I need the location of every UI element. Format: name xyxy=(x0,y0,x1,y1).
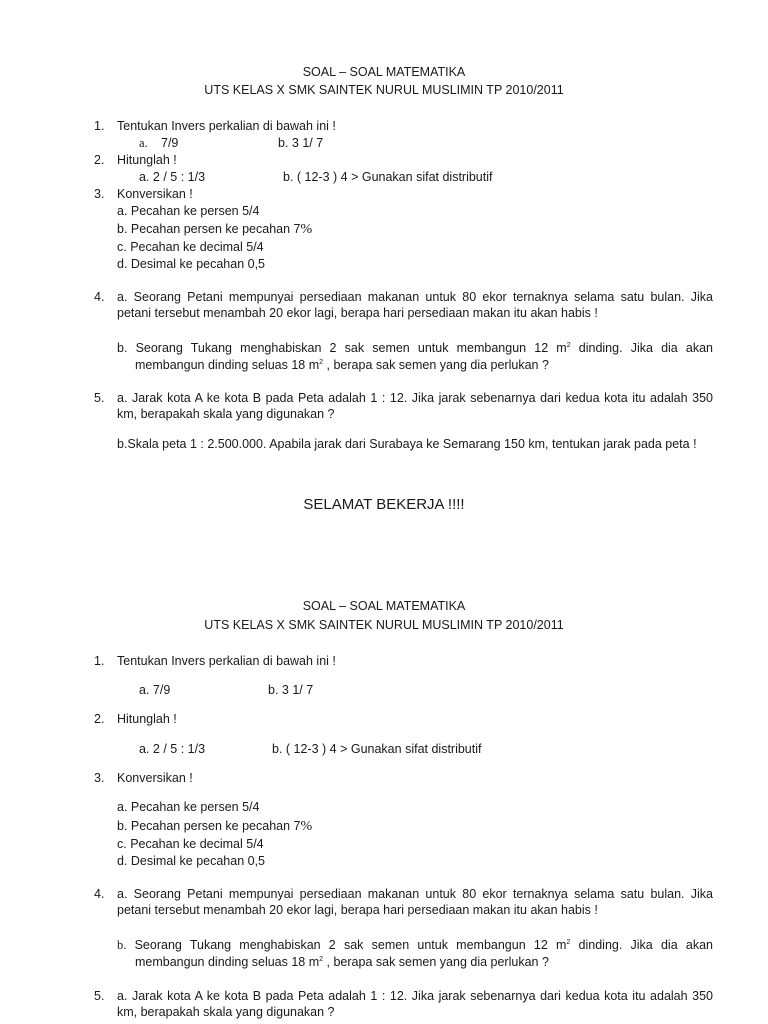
sheet1-q4-number: 4. xyxy=(94,290,105,304)
sheet1-q4-b-pre: b. Seorang Tukang menghabiskan 2 sak semen untuk membangun 12 m xyxy=(117,341,567,355)
sheet2-q3-b-text: b. Pecahan persen ke pecahan 7 xyxy=(117,819,301,833)
sheet1-q1-a-value: 7/9 xyxy=(161,136,179,150)
sheet2-q4-b-sup: 2 xyxy=(566,938,571,946)
sheet2-q4-b-line2-pre: membangun dinding seluas 18 m xyxy=(135,955,320,969)
sheet2-q4-b-mid: dinding. Jika dia akan xyxy=(570,938,713,952)
sheet1-q4-b-line2-pre: membangun dinding seluas 18 m xyxy=(135,358,320,372)
sheet2-q4-number: 4. xyxy=(94,887,105,901)
sheet1-q4-b-line1 xyxy=(117,340,713,356)
sheet1-q2-number: 2. xyxy=(94,153,105,167)
sheet2-q2-number: 2. xyxy=(94,712,105,726)
sheet2-q3-number: 3. xyxy=(94,771,105,785)
sheet2-q1-text: Tentukan Invers perkalian di bawah ini ! xyxy=(117,654,336,668)
sheet2-q3-a: a. Pecahan ke persen 5/4 xyxy=(117,800,260,814)
sheet2-subtitle: UTS KELAS X SMK SAINTEK NURUL MUSLIMIN TP 2010/2011 xyxy=(204,618,564,632)
sheet1-subtitle: UTS KELAS X SMK SAINTEK NURUL MUSLIMIN TP 2010/2011 xyxy=(204,83,564,97)
sheet1-q2-b: b. ( 12-3 ) 4 > Gunakan sifat distributif xyxy=(283,170,493,184)
sheet2-q1-number: 1. xyxy=(94,654,105,668)
sheet1-q5-number: 5. xyxy=(94,391,105,405)
sheet2-q3-b-unit: % xyxy=(300,819,313,834)
sheet1-q4-b-mid: dinding. Jika dia akan xyxy=(570,341,713,355)
sheet1-q4-b-line2 xyxy=(135,357,549,373)
sheet2-q4-b-line2-post: , berapa sak semen yang dia perlukan ? xyxy=(323,955,549,969)
sheet2-q2-text: Hitunglah ! xyxy=(117,712,177,726)
sheet2-q3-d: d. Desimal ke pecahan 0,5 xyxy=(117,854,266,868)
sheet1-q3-b xyxy=(117,221,312,238)
sheet2-q1-b: b. 3 1/ 7 xyxy=(268,683,314,697)
sheet2-q4-b-label: b. xyxy=(117,938,127,952)
sheet2-q4-b-pre: Seorang Tukang menghabiskan 2 sak semen untuk membangun 12 m xyxy=(134,938,567,952)
sheet2-q1-a: a. 7/9 xyxy=(139,683,171,697)
sheet1-q4-b-sup: 2 xyxy=(566,341,571,349)
sheet1-q3-text: Konversikan ! xyxy=(117,187,193,201)
sheet1-q3-number: 3. xyxy=(94,187,105,201)
sheet1-q1-a-label: a. xyxy=(139,136,148,150)
sheet1-q4-b-line2-post: , berapa sak semen yang dia perlukan ? xyxy=(323,358,549,372)
sheet1-q4-a: a. Seorang Petani mempunyai persediaan makanan untuk 80 ekor ternaknya selama satu bulan. Jika petani tersebut menambah 20 ekor lagi, berapa hari persediaan makan itu akan habis ! xyxy=(117,290,713,320)
sheet1-q4-b-line2-sup: 2 xyxy=(319,358,324,366)
sheet2-q2-a: a. 2 / 5 : 1/3 xyxy=(139,742,206,756)
sheet2-q5-a: a. Jarak kota A ke kota B pada Peta adalah 1 : 12. Jika jarak sebenarnya dari kedua kota itu adalah 350 km, berapakah skala yang digunakan ? xyxy=(117,989,713,1019)
sheet2-q4-b-line2 xyxy=(135,954,549,970)
sheet2-q4-a: a. Seorang Petani mempunyai persediaan makanan untuk 80 ekor ternaknya selama satu bulan. Jika petani tersebut menambah 20 ekor lagi, berapa hari persediaan makan itu akan habis ! xyxy=(117,887,713,917)
sheet1-q1-b: b. 3 1/ 7 xyxy=(278,136,324,150)
sheet1-q3-b-unit: % xyxy=(300,222,313,237)
sheet1-q5-a: a. Jarak kota A ke kota B pada Peta adalah 1 : 12. Jika jarak sebenarnya dari kedua kota itu adalah 350 km, berapakah skala yang digunakan ? xyxy=(117,391,713,421)
sheet2-q5-number: 5. xyxy=(94,989,105,1003)
sheet1-q2-a: a. 2 / 5 : 1/3 xyxy=(139,170,206,184)
sheet1-title: SOAL – SOAL MATEMATIKA xyxy=(302,65,466,79)
sheet2-q3-text: Konversikan ! xyxy=(117,771,193,785)
sheet1-q3-d: d. Desimal ke pecahan 0,5 xyxy=(117,257,266,271)
sheet2-q3-c: c. Pecahan ke decimal 5/4 xyxy=(117,837,264,851)
sheet1-q3-c: c. Pecahan ke decimal 5/4 xyxy=(117,240,264,254)
sheet1-q5-b: b.Skala peta 1 : 2.500.000. Apabila jarak dari Surabaya ke Semarang 150 km, tentukan jarak pada peta ! xyxy=(117,437,697,451)
sheet1-closing: SELAMAT BEKERJA !!!! xyxy=(303,496,465,513)
sheet1-q1-text: Tentukan Invers perkalian di bawah ini ! xyxy=(117,119,336,133)
sheet2-q4-b-line2-sup: 2 xyxy=(319,955,324,963)
sheet1-q3-b-text: b. Pecahan persen ke pecahan 7 xyxy=(117,222,301,236)
sheet2-q3-b xyxy=(117,818,312,835)
sheet1-q3-a: a. Pecahan ke persen 5/4 xyxy=(117,204,260,218)
sheet2-q4-b-line1 xyxy=(117,937,713,953)
sheet2-title: SOAL – SOAL MATEMATIKA xyxy=(302,599,466,613)
sheet1-q1-number: 1. xyxy=(94,119,105,133)
sheet2-q2-b: b. ( 12-3 ) 4 > Gunakan sifat distributif xyxy=(272,742,482,756)
sheet1-q2-text: Hitunglah ! xyxy=(117,153,177,167)
